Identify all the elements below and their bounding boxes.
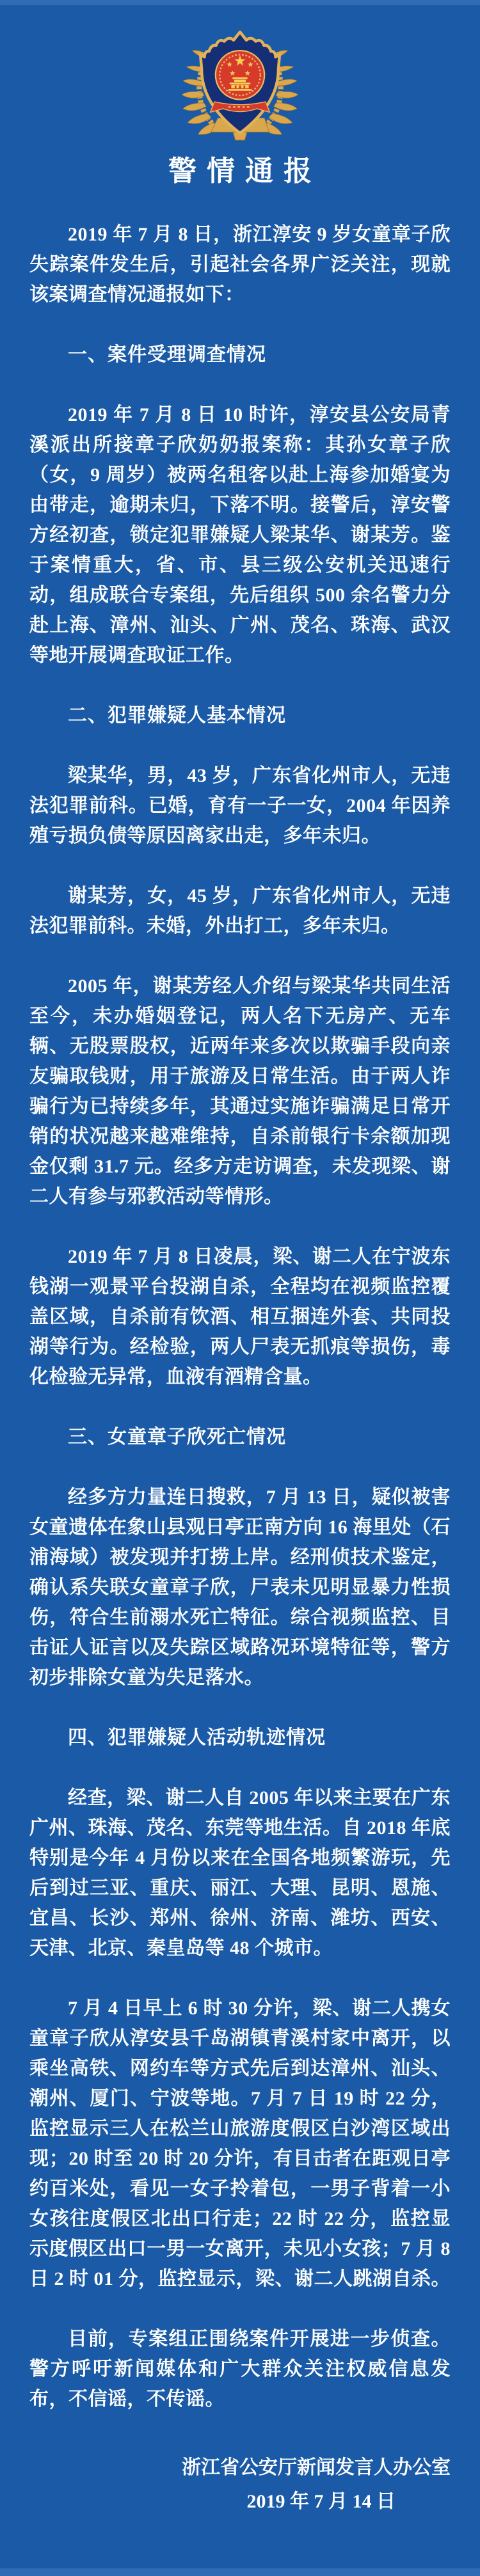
badge-container [0, 0, 480, 147]
paragraph: 2019 年 7 月 8 日凌晨，梁、谢二人在宁波东钱湖一观景平台投湖自杀，全程均在视频监控覆盖区域，自杀前有饮酒、相互捆连外套、共同投湖等行为。经检验，两人尸表无抓痕等损伤，毒化检验无异常，血液有酒精含量。 [29, 1246, 451, 1387]
paragraph: 2019 年 7 月 8 日，浙江淳安 9 岁女童章子欣失踪案件发生后，引起社会各界广泛关注，现就该案调查情况通报如下： [29, 224, 451, 305]
paragraph: 经多方力量连日搜救，7 月 13 日，疑似被害女童遗体在象山县观日亭正南方向 16 海里处（石浦海域）被发现并打捞上岸。经刑侦技术鉴定，确认系失联女童章子欣，尸表未见明显暴力性损伤，符合生前溺水死亡特征。综合视频监控、目击证人证言以及失踪区域路况环境特征等，警方初步排除女童为失足落水。 [29, 1487, 451, 1688]
signature: 浙江省公安厅新闻发言人办公室 [182, 2457, 451, 2478]
document-body [0, 219, 480, 2414]
bottom-edge-strip [0, 2568, 480, 2576]
page-title: 警情通报 [168, 155, 322, 187]
paragraph: 目前，专案组正围绕案件开展进一步侦查。警方呼吁新闻媒体和广大群众关注权威信息发布，不信谣，不传谣。 [29, 2328, 451, 2410]
section-heading: 一、案件受理调查情况 [68, 344, 266, 365]
section-heading: 四、犯罪嫌疑人活动轨迹情况 [68, 1727, 326, 1748]
paragraph: 经查，梁、谢二人自 2005 年以来主要在广东广州、珠海、茂名、东莞等地生活。自 2018 年底特别是今年 4 月份以来在全国各地频繁游玩，先后到过三亚、重庆、丽江、大理、昆明、恩施、宜昌、长沙、郑州、徐州、济南、潍坊、西安、天津、北京、秦皇岛等 48 个城市。 [29, 1787, 451, 1959]
top-edge-strip [0, 0, 480, 5]
paragraph: 谢某芳，女，45 岁，广东省化州市人，无违法犯罪前科。未婚，外出打工，多年未归。 [29, 885, 451, 936]
signature-date: 2019 年 7 月 14 日 [246, 2491, 396, 2512]
paragraph: 2019 年 7 月 8 日 10 时许，淳安县公安局青溪派出所接章子欣奶奶报案称：其孙女章子欣（女，9 周岁）被两名租客以赴上海参加婚宴为由带走，逾期未归，下落不明。接警后，淳安警方经初查，锁定犯罪嫌疑人梁某华、谢某芳。鉴于案情重大，省、市、县三级公安机关迅速行动，组成联合专案组，先后组织 500 余名警力分赴上海、漳州、汕头、广州、茂名、珠海、武汉等地开展调查取证工作。 [29, 404, 451, 666]
paragraph: 梁某华，男，43 岁，广东省化州市人，无违法犯罪前科。已婚，育有一子一女，2004 年因养殖亏损负债等原因离家出走，多年未归。 [29, 765, 451, 846]
signature-block [0, 2453, 480, 2517]
section-heading: 三、女童章子欣死亡情况 [68, 1426, 286, 1448]
paragraph: 7 月 4 日早上 6 时 30 分许，梁、谢二人携女童章子欣从淳安县千岛湖镇青溪村家中离开，以乘坐高铁、网约车等方式先后到达漳州、汕头、潮州、厦门、宁波等地。7 月 7 日 19 时 22 分，监控显示三人在松兰山旅游度假区白沙湾区域出现；20 时至 20 时 20 分许，有目击者在距观日亭约百米处，看见一女子拎着包，一男子背着一小女孩往度假区北出口行走；22 时 22 分，监控显示度假区出口一男一女离开，未见小女孩；7 月 8 日 2 时 01 分，监控显示，梁、谢二人跳湖自杀。 [29, 1998, 451, 2289]
china-police-emblem-icon [182, 19, 298, 147]
section-heading: 二、犯罪嫌疑人基本情况 [68, 705, 286, 726]
paragraph: 2005 年，谢某芳经人介绍与梁某华共同生活至今，未办婚姻登记，两人名下无房产、无车辆、无股票股权，近两年来多次以欺骗手段向亲友骗取钱财，用于旅游及日常生活。由于两人诈骗行为已持续多年，其通过实施诈骗满足日常开销的状况越来越难维持，自杀前银行卡余额加现金仅剩 31.7 元。经多方走访调查，未发现梁、谢二人有参与邪教活动等情形。 [29, 976, 451, 1207]
